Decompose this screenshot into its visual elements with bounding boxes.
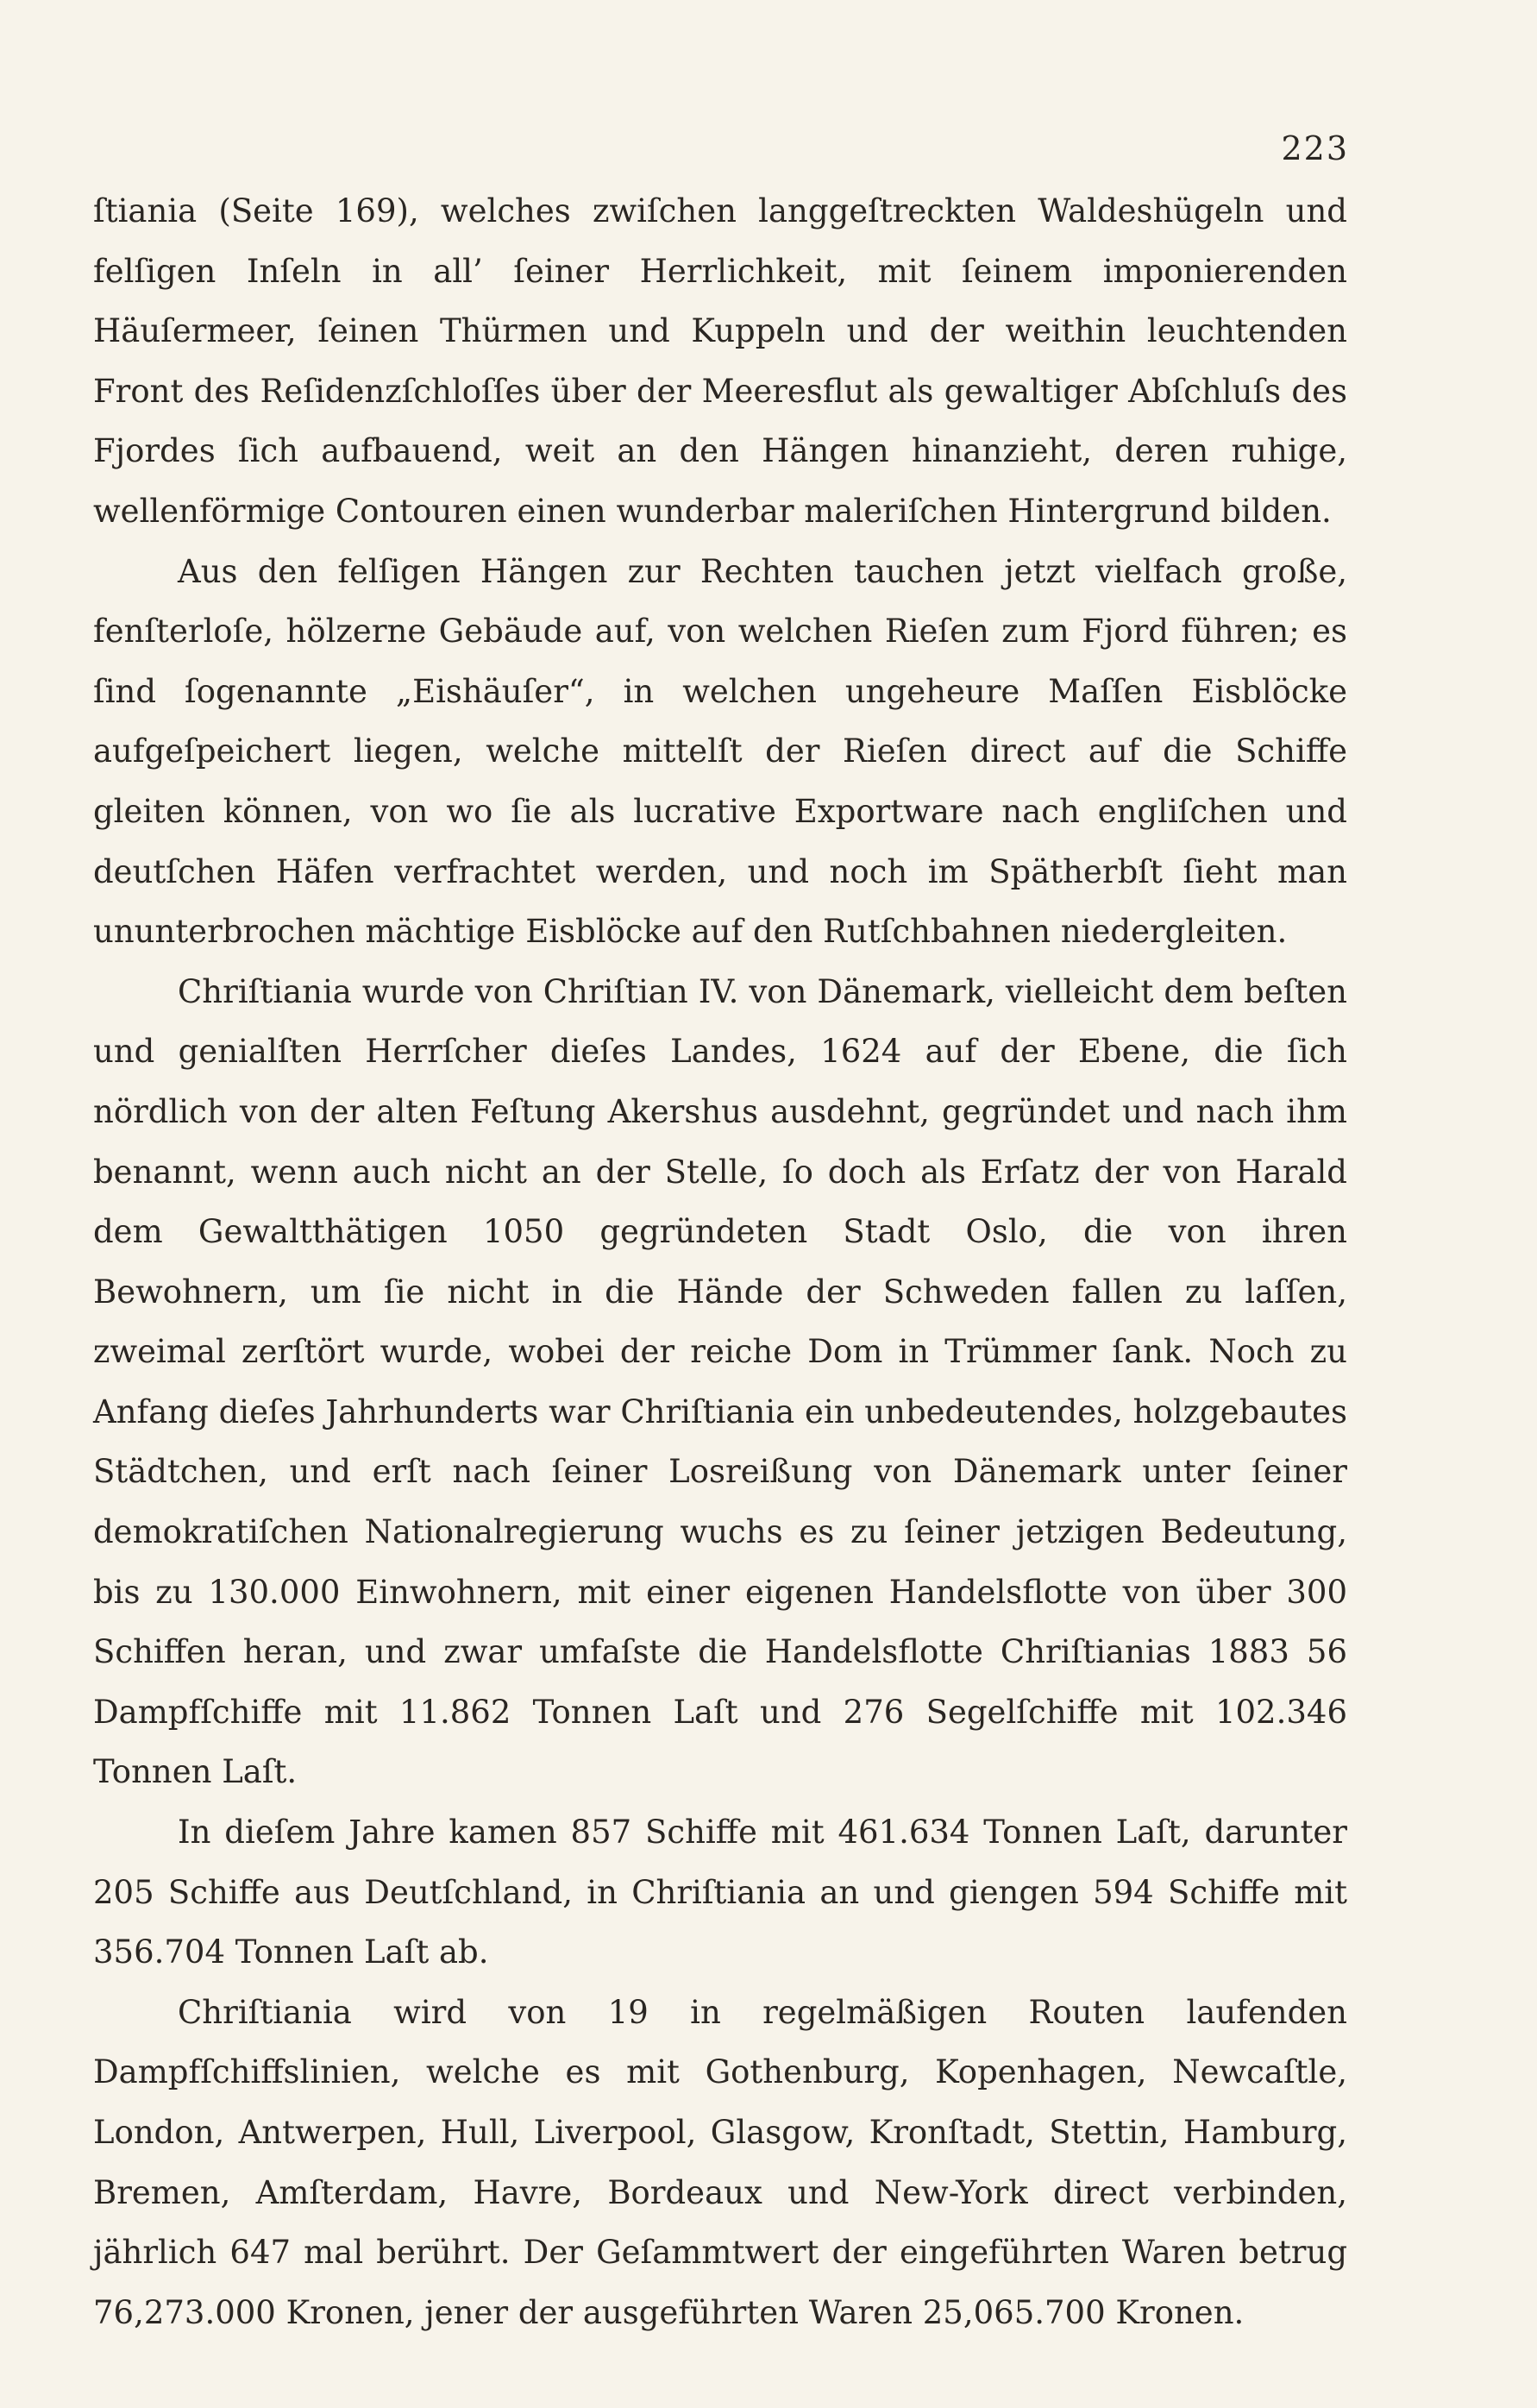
paragraph-4: In dieſem Jahre kamen 857 Schiffe mit 461.634 Tonnen Laſt, darunter 205 Schiffe aus Deutſchland, in Chriſtiania an und giengen 594 Schiffe mit 356.704 Tonnen Laſt ab.: [93, 1814, 1347, 1971]
paragraph-2: Aus den felſigen Hängen zur Rechten tauchen jetzt vielfach große, fenſterloſe, hölzerne Gebäude auf, von welchen Rieſen zum Fjord führen; es ſind ſogenannte „Eishäuſer“, in welchen ungeheure Maſſen Eisblöcke aufgeſpeichert liegen, welche mittelſt der Rieſen direct auf die Schiffe gleiten können, von wo ſie als lucrative Exportware nach engliſchen und deutſchen Häfen verfrachtet werden, und noch im Spätherbſt ſieht man ununterbrochen mächtige Eisblöcke auf den Rutſchbahnen niedergleiten.: [93, 552, 1347, 951]
paragraph-3: Chriſtiania wurde von Chriſtian IV. von Dänemark, vielleicht dem beſten und genialſten Herrſcher dieſes Landes, 1624 auf der Ebene, die ſich nördlich von der alten Feſtung Akershus ausdehnt, gegründet und nach ihm benannt, wenn auch nicht an der Stelle, ſo doch als Erſatz der von Harald dem Gewaltthätigen 1050 gegründeten Stadt Oslo, die von ihren Bewohnern, um ſie nicht in die Hände der Schweden fallen zu laſſen, zweimal zerſtört wurde, wobei der reiche Dom in Trümmer ſank. Noch zu Anfang dieſes Jahrhunderts war Chriſtiania ein unbedeutendes, holzgebautes Städtchen, und erſt nach ſeiner Losreißung von Dänemark unter ſeiner demokratiſchen Nationalregierung wuchs es zu ſeiner jetzigen Bedeutung, bis zu 130.000 Einwohnern, mit einer eigenen Handelsflotte von über 300 Schiffen heran, und zwar umfaſste die Handelsflotte Chriſtianias 1883 56 Dampfſchiffe mit 11.862 Tonnen Laſt und 276 Segelſchiffe mit 102.346 Tonnen Laſt.: [93, 972, 1347, 1791]
page-number: 223: [1281, 129, 1349, 167]
paragraph-1: ſtiania (Seite 169), welches zwiſchen langgeſtreckten Waldeshügeln und felſigen Inſeln in all’ ſeiner Herrlichkeit, mit ſeinem imponierenden Häuſermeer, ſeinen Thürmen und Kuppeln und der weithin leuchtenden Front des Reſidenzſchloſſes über der Meeresflut als gewaltiger Abſchluſs des Fjordes ſich aufbauend, weit an den Hängen hinanzieht, deren ruhige, wellenförmige Contouren einen wunderbar maleriſchen Hintergrund bilden.: [93, 192, 1347, 530]
paragraph-5: Chriſtiania wird von 19 in regelmäßigen Routen laufenden Dampfſchiffslinien, welche es mit Gothenburg, Kopenhagen, Newcaſtle, London, Antwerpen, Hull, Liverpool, Glasgow, Kronſtadt, Stettin, Hamburg, Bremen, Amſterdam, Havre, Bordeaux und New-York direct verbinden, jährlich 647 mal berührt. Der Geſammtwert der eingeführten Waren betrug 76,273.000 Kronen, jener der ausgeführten Waren 25,065.700 Kronen.: [93, 1993, 1347, 2331]
body-text: [93, 181, 1347, 2342]
